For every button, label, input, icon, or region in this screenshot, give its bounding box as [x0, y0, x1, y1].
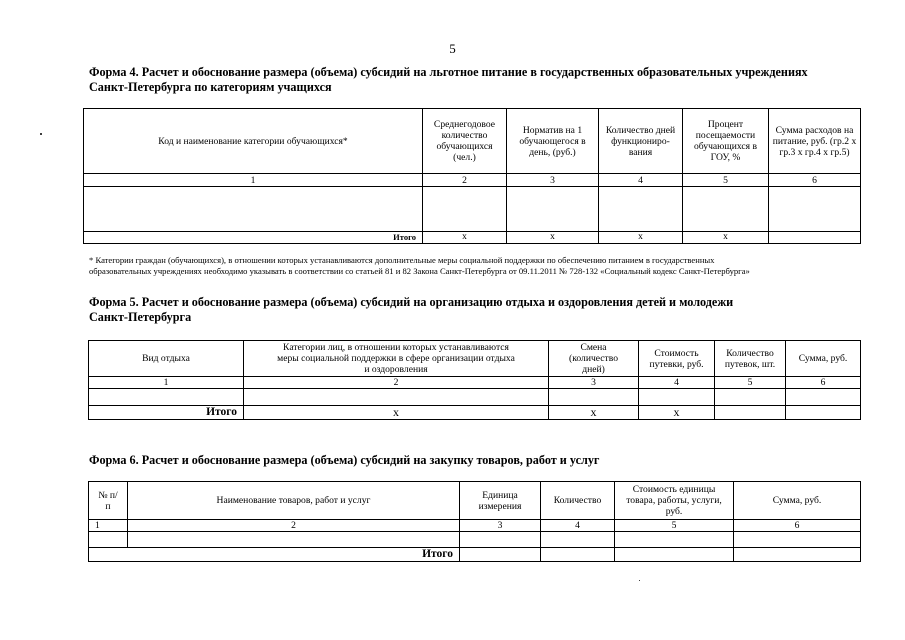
- form4-col-number: 3: [507, 174, 599, 187]
- form5-col-number: 5: [715, 377, 786, 389]
- form4-number-row: [84, 174, 861, 187]
- form6-empty-cell[interactable]: [89, 532, 128, 548]
- form6-header-cell: № п/п: [89, 482, 128, 520]
- form5-title-line2: Санкт-Петербурга: [89, 310, 192, 324]
- form4-header-cell: Количество дней функциониро-вания: [599, 109, 683, 174]
- form4-empty-cell[interactable]: [683, 187, 769, 232]
- form5-data-row: [89, 389, 861, 406]
- form6-total-row: [89, 548, 861, 562]
- form5-col-number: 2: [244, 377, 549, 389]
- form5-col-number: 4: [639, 377, 715, 389]
- form6-empty-cell[interactable]: [734, 532, 861, 548]
- form5-total-label: Итого: [89, 406, 244, 420]
- form6-number-row: [89, 520, 861, 532]
- form4-col-number: 4: [599, 174, 683, 187]
- form4-empty-cell[interactable]: [769, 187, 861, 232]
- form4-data-row: [84, 187, 861, 232]
- form4-title-line2: Санкт-Петербурга по категориям учащихся: [89, 80, 332, 94]
- form6-col-number: 5: [615, 520, 734, 532]
- form6-header-row: [89, 482, 861, 520]
- form6-total-label: Итого: [89, 548, 460, 562]
- form5-total-mark: x: [244, 406, 549, 420]
- form4-total-mark: x: [599, 232, 683, 244]
- form6-col-number: 2: [128, 520, 460, 532]
- form6-total-sum[interactable]: [734, 548, 861, 562]
- form5-header-cell: Вид отдыха: [89, 341, 244, 377]
- form4-header-cell: Сумма расходов на питание, руб. (гр.2 х гр.3 х гр.4 х гр.5): [769, 109, 861, 174]
- form5-header-cell: Сумма, руб.: [786, 341, 861, 377]
- form6-empty-cell[interactable]: [615, 532, 734, 548]
- form5-header-cell: Категории лиц, в отношении которых устанавливаются меры социальной поддержки в сфере организации отдыха и оздоровления: [244, 341, 549, 377]
- form4-empty-cell[interactable]: [423, 187, 507, 232]
- form5-total-count[interactable]: [715, 406, 786, 420]
- form5-total-sum[interactable]: [786, 406, 861, 420]
- form4-total-mark: x: [683, 232, 769, 244]
- form6-header-cell: Стоимость единицы товара, работы, услуги, руб.: [615, 482, 734, 520]
- form6-total-cell[interactable]: [541, 548, 615, 562]
- form4-empty-cell[interactable]: [507, 187, 599, 232]
- form4-header-cell: Процент посещаемости обучающихся в ГОУ, %: [683, 109, 769, 174]
- form6-col-number: 3: [460, 520, 541, 532]
- form6-empty-cell[interactable]: [460, 532, 541, 548]
- form6-col-number: 6: [734, 520, 861, 532]
- form5-header-cell: Стоимость путевки, руб.: [639, 341, 715, 377]
- form4-header-cell: Код и наименование категории обучающихся*: [84, 109, 423, 174]
- form6-empty-cell[interactable]: [128, 532, 460, 548]
- form4-total-label: Итого: [84, 232, 423, 244]
- form4-col-number: 1: [84, 174, 423, 187]
- form4-title: [89, 65, 889, 95]
- form6-empty-cell[interactable]: [541, 532, 615, 548]
- form5-empty-cell[interactable]: [639, 389, 715, 406]
- form4-col-number: 6: [769, 174, 861, 187]
- form5-header-cell: Смена (количество дней): [549, 341, 639, 377]
- form4-empty-cell[interactable]: [599, 187, 683, 232]
- form4-header-row: [84, 109, 861, 174]
- form6-header-cell: Наименование товаров, работ и услуг: [128, 482, 460, 520]
- form5-total-mark: x: [639, 406, 715, 420]
- form4-total-sum[interactable]: [769, 232, 861, 244]
- scan-speck: [639, 580, 640, 581]
- form6-header-cell: Единица измерения: [460, 482, 541, 520]
- form5-header-cell: Количество путевок, шт.: [715, 341, 786, 377]
- form4-col-number: 5: [683, 174, 769, 187]
- form5-header-row: [89, 341, 861, 377]
- form5-table: [88, 340, 861, 420]
- form6-col-number: 4: [541, 520, 615, 532]
- form5-title-line1: Форма 5. Расчет и обоснование размера (объема) субсидий на организацию отдыха и оздоровления детей и молодежи: [89, 295, 734, 309]
- form6-col-number: 1: [89, 520, 128, 532]
- form4-footnote: [89, 255, 879, 277]
- form4-title-line1: Форма 4. Расчет и обоснование размера (объема) субсидий на льготное питание в государственных образовательных учреждениях: [89, 65, 808, 79]
- form5-empty-cell[interactable]: [89, 389, 244, 406]
- form6-data-row: [89, 532, 861, 548]
- form5-total-mark: x: [549, 406, 639, 420]
- page-number: 5: [449, 41, 456, 56]
- form4-total-mark: x: [507, 232, 599, 244]
- form6-total-cell[interactable]: [460, 548, 541, 562]
- form6-title: Форма 6. Расчет и обоснование размера (объема) субсидий на закупку товаров, работ и услуг: [89, 453, 600, 467]
- form4-header-cell: Норматив на 1 обучающегося в день, (руб.): [507, 109, 599, 174]
- form5-col-number: 6: [786, 377, 861, 389]
- form5-empty-cell[interactable]: [715, 389, 786, 406]
- form4-table: [83, 108, 861, 244]
- form4-header-cell: Среднегодовое количество обучающихся (чел.): [423, 109, 507, 174]
- form5-col-number: 3: [549, 377, 639, 389]
- form4-col-number: 2: [423, 174, 507, 187]
- form5-total-row: [89, 406, 861, 420]
- form5-number-row: [89, 377, 861, 389]
- form5-col-number: 1: [89, 377, 244, 389]
- form5-title: [89, 295, 889, 325]
- form5-empty-cell[interactable]: [786, 389, 861, 406]
- form4-footnote-line2: образовательных учреждениях необходимо указывать в соответствии со статьей 81 и 82 Закона Санкт-Петербурга от 09.11.2011 № 728-132 «Социальный кодекс Санкт-Петербурга»: [89, 266, 750, 276]
- form4-total-row: [84, 232, 861, 244]
- form6-table: [88, 481, 861, 562]
- form5-empty-cell[interactable]: [244, 389, 549, 406]
- form4-empty-cell[interactable]: [84, 187, 423, 232]
- form4-total-mark: x: [423, 232, 507, 244]
- form6-total-cell[interactable]: [615, 548, 734, 562]
- form6-header-cell: Сумма, руб.: [734, 482, 861, 520]
- scan-speck: [40, 133, 42, 135]
- form6-header-cell: Количество: [541, 482, 615, 520]
- form4-footnote-line1: * Категории граждан (обучающихся), в отношении которых устанавливаются дополнительные меры социальной поддержки по обеспечению питанием в государственных: [89, 255, 715, 265]
- form5-empty-cell[interactable]: [549, 389, 639, 406]
